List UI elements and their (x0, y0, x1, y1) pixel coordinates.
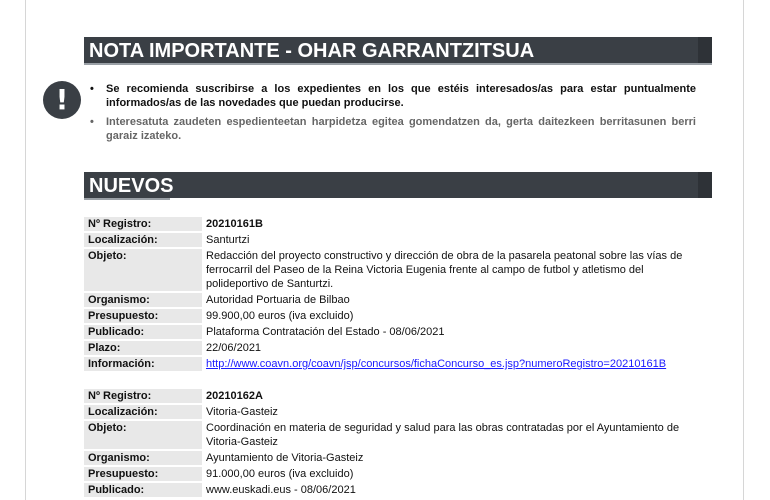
field-label: Nº Registro: (84, 389, 202, 403)
field-label: Objeto: (84, 421, 202, 449)
field-presupuesto (84, 467, 712, 481)
field-label: Organismo: (84, 293, 202, 307)
field-value: Autoridad Portuaria de Bilbao (206, 294, 350, 306)
field-value: Plataforma Contratación del Estado - 08/06/2021 (206, 326, 445, 338)
field-value: Coordinación en materia de seguridad y salud para las obras contratadas por el Ayuntamiento de Vitoria-Gasteiz (206, 422, 680, 448)
field-label: Presupuesto: (84, 309, 202, 323)
banner-tail (698, 37, 712, 63)
field-objeto (84, 249, 712, 291)
field-organismo (84, 451, 712, 465)
field-organismo (84, 293, 712, 307)
field-informacion (84, 357, 712, 371)
notice-list (88, 82, 696, 148)
section-title: NUEVOS (89, 175, 174, 197)
field-value (202, 357, 712, 371)
field-publicado (84, 483, 712, 497)
field-localizacion (84, 233, 712, 247)
field-label: Organismo: (84, 451, 202, 465)
field-value: Ayuntamiento de Vitoria-Gasteiz (206, 452, 364, 464)
field-label: Nº Registro: (84, 217, 202, 231)
notice-item-eu: • Interesatuta zaudeten espedienteetan harpidetza egitea gomendatzen da, gerta daitezkeen berritasunen berri garaiz izateko. (88, 115, 696, 143)
field-value: 20210161B (206, 218, 263, 230)
field-registro (84, 389, 712, 403)
banner-tail (698, 172, 712, 198)
notice-title: NOTA IMPORTANTE - OHAR GARRANTZITSUA (89, 40, 535, 62)
field-plazo (84, 341, 712, 355)
record-20210161B (84, 217, 712, 373)
field-localizacion (84, 405, 712, 419)
field-label: Localización: (84, 405, 202, 419)
field-value: Redacción del proyecto constructivo y dirección de obra de la pasarela peatonal sobre las vías de ferrocarril del Paseo de la Reina Victoria Eugenia frente al campo de futbol y atletismo del polideportivo de Santurtzi. (206, 250, 683, 290)
field-label: Información: (84, 357, 202, 371)
field-value: 22/06/2021 (206, 342, 262, 354)
field-value: www.euskadi.eus - 08/06/2021 (206, 484, 356, 496)
field-value: Vitoria-Gasteiz (206, 406, 278, 418)
field-label: Presupuesto: (84, 467, 202, 481)
banner-divider (170, 198, 714, 200)
field-label: Localización: (84, 233, 202, 247)
record-20210162A (84, 389, 712, 499)
field-presupuesto (84, 309, 712, 323)
field-objeto (84, 421, 712, 449)
section-banner (84, 172, 712, 200)
notice-item-es: • Se recomienda suscribirse a los expedientes en los que estéis interesados/as para estar puntualmente informados/as de las novedades que puedan producirse. (88, 82, 696, 110)
field-value: 99.900,00 euros (iva excluido) (206, 310, 354, 322)
exclamation-icon: ! (43, 81, 81, 119)
field-label: Publicado: (84, 325, 202, 339)
field-publicado (84, 325, 712, 339)
field-value: 91.000,00 euros (iva excluido) (206, 468, 354, 480)
field-label: Publicado: (84, 483, 202, 497)
field-label: Objeto: (84, 249, 202, 291)
field-value: 20210162A (206, 390, 263, 402)
field-value: Santurtzi (206, 234, 250, 246)
info-link[interactable]: http://www.coavn.org/coavn/jsp/concursos/fichaConcurso_es.jsp?numeroRegistro=20210161B (206, 358, 667, 370)
field-registro (84, 217, 712, 231)
field-label: Plazo: (84, 341, 202, 355)
notice-banner (84, 37, 712, 65)
